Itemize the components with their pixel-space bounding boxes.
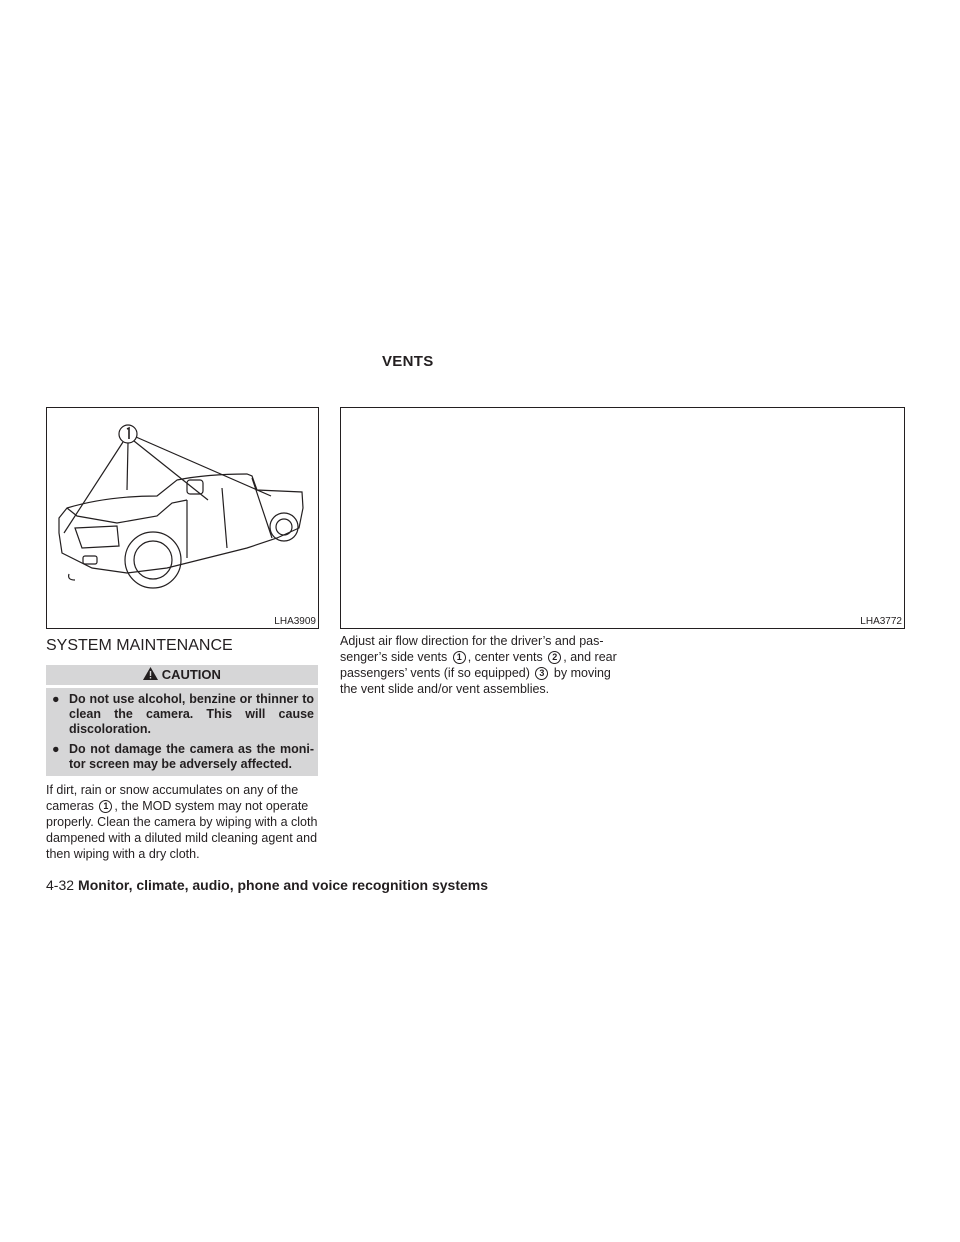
page-number: 4-32 [46,877,75,893]
truck-illustration [47,408,318,628]
chapter-title: Monitor, climate, audio, phone and voice recognition systems [78,877,488,893]
callout-number: 1 [99,800,112,813]
vents-paragraph [340,633,620,697]
vents-figure [340,407,905,629]
maintenance-paragraph [46,782,318,862]
bullet-icon: ● [52,692,60,706]
caution-item [52,742,314,772]
callout-number: 2 [548,651,561,664]
section-heading-vents: VENTS [382,353,434,370]
caution-box [46,665,318,776]
caution-list [46,688,318,776]
text: , and rear [563,650,617,664]
text: by moving [553,666,611,680]
figure-label: LHA3909 [274,616,316,627]
text: senger’s side vents [340,650,448,664]
text: cameras [46,799,94,813]
text-line: properly. Clean the camera by wiping with a cloth [46,815,318,829]
caution-item-text: Do not use alcohol, benzine or thinner to clean the camera. This will cause discoloration. [69,692,314,736]
section-title-system-maintenance: SYSTEM MAINTENANCE [46,637,233,654]
text-line: the vent slide and/or vent assemblies. [340,682,550,696]
caution-item-text: Do not damage the camera as the moni-tor screen may be adversely affected. [69,742,314,771]
text-line: Adjust air flow direction for the driver’s and pas- [340,634,604,648]
bullet-icon: ● [52,742,60,756]
callout-number: 1 [453,651,466,664]
caution-item [52,692,314,737]
text: passengers’ vents (if so equipped) [340,666,530,680]
text-line [340,665,620,681]
page-footer [46,877,488,893]
caution-header [46,665,318,685]
text-line: then wiping with a dry cloth. [46,847,200,861]
caution-label: CAUTION [161,667,221,682]
left-column [46,636,318,862]
text: , center vents [467,650,543,664]
warning-triangle-icon [143,667,158,680]
text-line: If dirt, rain or snow accumulates on any of the [46,783,299,797]
figure-label: LHA3772 [860,616,902,627]
text: , the MOD system may not operate [114,799,309,813]
text-line: dampened with a diluted mild cleaning agent and [46,831,318,845]
text-line [46,798,318,814]
camera-location-figure [46,407,319,629]
text-line [340,649,620,665]
callout-number: 3 [535,667,548,680]
